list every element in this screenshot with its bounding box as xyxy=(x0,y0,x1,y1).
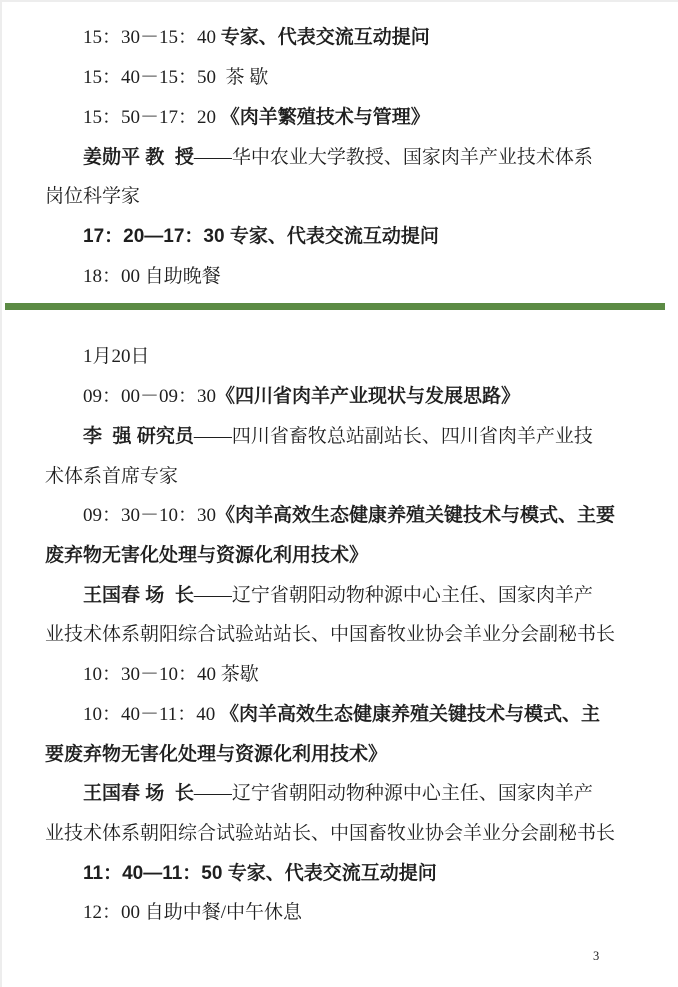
line-segment: 18：00 自助晚餐 xyxy=(83,265,221,287)
line-segment: 15：30－15：40 xyxy=(83,27,221,49)
line-segment-bold: 《四川省肉羊产业现状与发展思路》 xyxy=(216,386,521,408)
line-segment-bold: 11：40—11：50 专家、代表交流互动提问 xyxy=(83,862,437,884)
line-segment: 1月20日 xyxy=(83,346,150,368)
line-segment-bold: 李 强 研究员 xyxy=(83,425,194,447)
line-segment: 15：50－17：20 xyxy=(83,106,221,128)
document-line xyxy=(45,494,638,534)
document-line xyxy=(45,653,638,693)
section-divider-rule xyxy=(5,303,665,310)
line-segment: ——华中农业大学教授、国家肉羊产业技术体系 xyxy=(193,146,593,168)
document-line xyxy=(45,812,638,852)
document-line xyxy=(45,135,638,175)
document-line xyxy=(45,414,638,454)
document-line xyxy=(45,732,638,772)
document-line xyxy=(45,375,638,415)
document-line xyxy=(45,175,638,215)
document-line xyxy=(45,573,638,613)
line-segment: 业技术体系朝阳综合试验站站长、中国畜牧业协会羊业分会副秘书长 xyxy=(45,823,616,845)
line-segment: 10：40－11：40 xyxy=(83,703,221,725)
line-segment: 业技术体系朝阳综合试验站站长、中国畜牧业协会羊业分会副秘书长 xyxy=(45,624,616,646)
section-day1-afternoon xyxy=(45,16,638,294)
line-segment-bold: 废弃物无害化处理与资源化利用技术》 xyxy=(45,544,369,566)
document-line xyxy=(45,851,638,891)
line-segment: 09：30－10：30 xyxy=(83,505,217,527)
document-line xyxy=(45,454,638,494)
line-segment: 09：00－09：30 xyxy=(83,386,217,408)
document-line xyxy=(45,215,638,255)
document-line xyxy=(45,613,638,653)
document-line xyxy=(45,56,638,96)
document-line xyxy=(45,891,638,931)
line-segment: ——四川省畜牧总站副站长、四川省肉羊产业技 xyxy=(193,425,593,447)
line-segment: 术体系首席专家 xyxy=(45,465,179,487)
line-segment-bold: 17：20—17：30 专家、代表交流互动提问 xyxy=(83,225,439,247)
line-segment: 15：40－15：50 茶 歇 xyxy=(83,67,269,89)
line-segment-bold: 《肉羊高效生态健康养殖关键技术与模式、主 xyxy=(220,703,601,725)
page-number: 3 xyxy=(593,949,600,963)
document-line xyxy=(45,772,638,812)
document-line xyxy=(45,693,638,733)
line-segment-bold: 专家、代表交流互动提问 xyxy=(220,27,430,49)
line-segment: 岗位科学家 xyxy=(45,186,141,208)
document-line xyxy=(45,534,638,574)
line-segment-bold: 《肉羊繁殖技术与管理》 xyxy=(220,106,430,128)
line-segment-bold: 王国春 场 长 xyxy=(83,783,194,805)
line-segment-bold: 王国春 场 长 xyxy=(83,584,194,606)
line-segment-bold: 姜勋平 教 授 xyxy=(83,146,194,168)
line-segment-bold: 《肉羊高效生态健康养殖关键技术与模式、主要 xyxy=(216,505,616,527)
line-segment-bold: 要废弃物无害化处理与资源化利用技术》 xyxy=(45,743,388,765)
document-line xyxy=(45,95,638,135)
document-line xyxy=(45,16,638,56)
document-line xyxy=(45,254,638,294)
line-segment: 10：30－10：40 茶歇 xyxy=(83,664,259,686)
line-segment: 12：00 自助中餐/中午休息 xyxy=(83,902,303,924)
document-line xyxy=(45,335,638,375)
line-segment: ——辽宁省朝阳动物种源中心主任、国家肉羊产 xyxy=(193,584,593,606)
section-day2-morning xyxy=(45,335,638,931)
line-segment: ——辽宁省朝阳动物种源中心主任、国家肉羊产 xyxy=(193,783,593,805)
